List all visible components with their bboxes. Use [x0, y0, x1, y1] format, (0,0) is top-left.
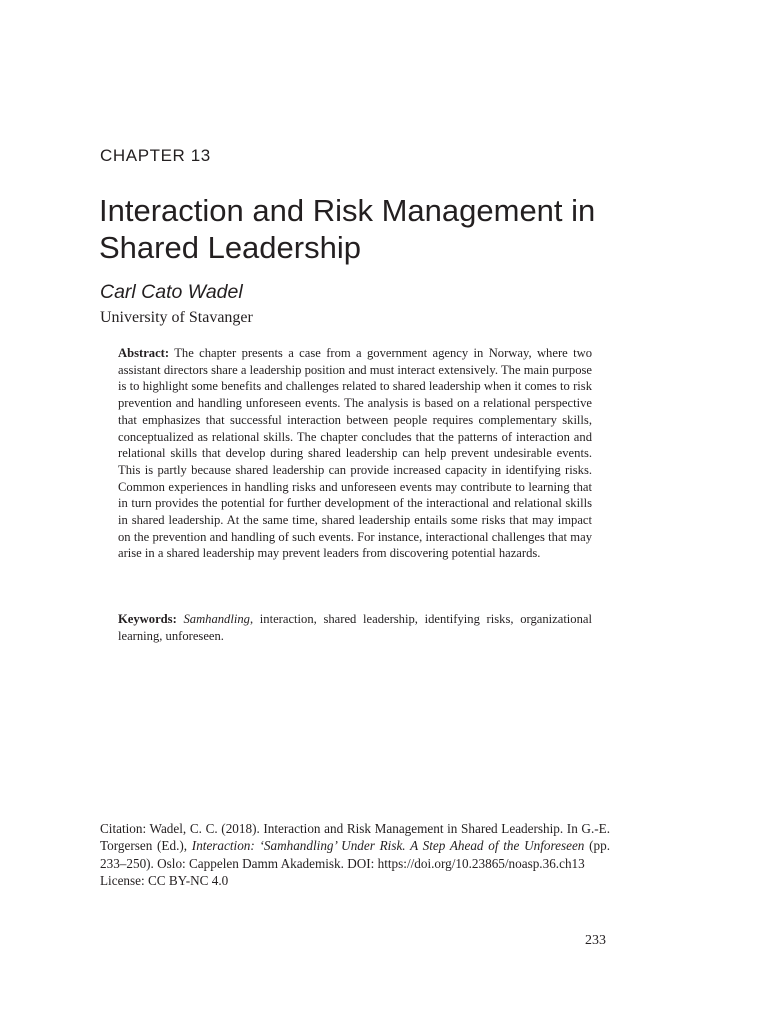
citation-block	[100, 820, 610, 889]
citation-text: Citation: Wadel, C. C. (2018). Interaction and Risk Management in Shared Leadership. In G.-E. Torgersen (Ed.),	[100, 821, 610, 854]
abstract-text: The chapter presents a case from a government agency in Norway, where two assistant directors share a leadership position and must interact extensively. The main purpose is to highlight some benefits and challenges related to shared leadership when it comes to risk prevention and handling unforeseen events. The analysis is based on a relational perspective that emphasizes that successful interaction between people requires complementary skills, conceptualized as relational skills. The chapter concludes that the patterns of interaction and relational skills that develop during shared leadership can help prevent undesirable events. This is partly because shared leadership can provide increased capacity in identifying risks. Common experiences in handling risks and unforeseen events may contribute to learning that in turn provides the potential for further development of the interactional and relational skills in shared leadership. At the same time, shared leadership entails some risks that may impact on the prevention and handling of such events. For instance, interactional challenges that may arise in a shared leadership may prevent leaders from discovering potential hazards.	[118, 346, 592, 561]
license-text: License: CC BY-NC 4.0	[100, 872, 229, 888]
citation-book-title: Interaction: ‘Samhandling’ Under Risk. A Step Ahead of the Unforeseen	[191, 838, 585, 854]
chapter-number: CHAPTER 13	[100, 146, 211, 165]
keywords-label: Keywords:	[118, 612, 177, 626]
author-affiliation: University of Stavanger	[100, 309, 253, 326]
citation-details: (pp. 233–250). Oslo: Cappelen Damm Akademisk. DOI: https://doi.org/10.23865/noasp.36.ch13	[100, 838, 610, 871]
page-number: 233	[585, 933, 606, 948]
abstract-label: Abstract:	[118, 346, 170, 360]
chapter-title: Interaction and Risk Management in Shared Leadership	[99, 193, 596, 265]
author-name: Carl Cato Wadel	[100, 281, 243, 303]
abstract	[118, 345, 592, 562]
keywords	[118, 611, 592, 644]
keywords-list: , interaction, shared leadership, identifying risks, organizational learning, unforeseen.	[118, 612, 592, 643]
keyword-samhandling: Samhandling	[183, 612, 250, 626]
